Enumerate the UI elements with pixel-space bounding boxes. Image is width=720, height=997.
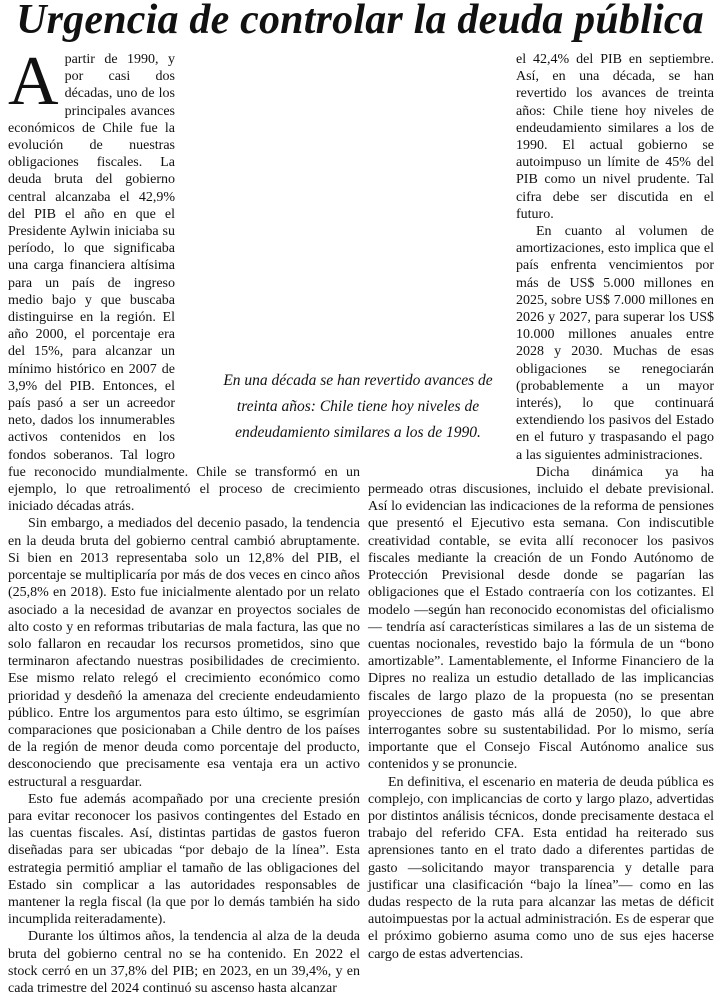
right-column [368,51,714,963]
paragraph: partir de 1990, y por casi dos décadas, uno de los principales avances económicos de Chile fue la evolución de nuestras obligaciones fiscales. La deuda bruta del gobierno central alcanzaba el 42,9% del PIB el año en que el Presidente Aylwin iniciaba su período, lo que significaba una carga financiera altísima para un país de ingreso medio bajo y que buscaba distinguirse en la región. El año 2000, el porcentaje era del 15%, para alcanzar un mínimo histórico en 2007 de 3,9% del PIB. Entonces, el país pasó a ser un acreedor neto, dados los innumerables activos contenidos en los fondos soberanos. Tal logro fue reconocido mundialmente. Chile se transformó en un ejemplo, lo que retroalimentó el proceso de crecimiento iniciado décadas atrás. [8,52,360,515]
pull-quote: En una década se han revertido avances de treinta años: Chile tiene hoy niveles de endeudamiento similares a los de 1990. [223,372,493,441]
paragraph: En cuanto al volumen de amortizaciones, esto implica que el país enfrenta vencimientos por más de US$ 5.000 millones en 2025, sobre US$ 7.000 millones en 2026 y 2027, para superar los US$ 10.000 millones anuales entre 2028 y 2030. Muchas de esas obligaciones se renegociarán (probablemente a un mayor interés), lo que continuará extendiendo los pasivos del Estado en el futuro y traspasando el pago a las siguientes administraciones. [516,224,714,463]
left-column [8,43,360,997]
drop-cap: A [8,43,59,120]
headline: Urgencia de controlar la deuda pública [16,0,704,43]
paragraph: Sin embargo, a mediados del decenio pasado, la tendencia en la deuda bruta del gobierno central cambió abruptamente. Si bien en 2013 representaba solo un 12,8% del PIB, el porcentaje se multiplicaría por más de dos veces en cinco años (25,8% en 2018). Esto fue inicialmente alentado por un relato asociado a la necesidad de avanzar en proyectos sociales de alto costo y en reformas tributarias de mala factura, las que no solo fallaron en recaudar los recursos prometidos, sino que terminaron afectando nuestras posibilidades de crecimiento. Ese mismo relato relegó el crecimiento económico como prioridad y desdeñó la amenaza del creciente endeudamiento público. Entre los argumentos para esto último, se esgrimían comparaciones que posicionaban a Chile dentro de los países de la región de menor deuda como porcentaje del producto, desconociendo que precisamente esa ventaja era un activo estructural a resguardar. [8,516,360,790]
paragraph: el 42,4% del PIB en septiembre. Así, en una década, se han revertido los avances de treinta años: Chile tiene hoy niveles de endeudamiento similares a los de 1990. El actual gobierno se autoimpuso un límite de 45% del PIB como un nivel prudente. Tal cifra debe ser discutida en el futuro. [516,52,714,222]
paragraph: Durante los últimos años, la tendencia al alza de la deuda bruta del gobierno central no se ha contenido. En 2022 el stock cerró en un 37,8% del PIB; en 2023, en un 39,4%, y en cada trimestre del 2024 continuó su ascenso hasta alcanzar [8,929,360,996]
paragraph: En definitiva, el escenario en materia de deuda pública es complejo, con implicancias de corto y largo plazo, advertidas por distintos análisis técnicos, donde precisamente destaca el trabajo del referido CFA. Esta entidad ha reiterado sus aprensiones tanto en el trato dado a diferentes partidas de gasto —solicitando mayor transparencia y detalle para justificar una clasificación “bajo la línea”— como en las dudas respecto de la ruta para alcanzar las metas de déficit autoimpuestas por la actual administración. Es de esperar que el próximo gobierno asuma como uno de sus ejes hacerse cargo de estas advertencias. [368,774,714,962]
paragraph: Dicha dinámica ya ha permeado otras discusiones, incluido el debate previsional. Así lo evidencian las indicaciones de la reforma de pensiones que presentó el Ejecutivo esta semana. Con indiscutible creatividad contable, se evita allí reconocer los pasivos fiscales mediante la creación de un Fondo Autónomo de Protección Previsional desde donde se pagarían las obligaciones que el Estado contraería con los cotizantes. El modelo —según han reconocido economistas del oficialismo— tendría así características similares a las de un sistema de cuentas nocionales, revestido bajo la fórmula de un “bono amortizable”. Lamentablemente, el Informe Financiero de la Dipres no realiza un estudio detallado de las implicancias fiscales de largo plazo de la propuesta (no se presentan proyecciones de gasto más allá de 2050), lo que abre interrogantes sobre su sustentabilidad. Por lo mismo, sería importante que el Consejo Fiscal Autónomo analice sus contenidos y se pronuncie. [368,464,714,773]
paragraph: Esto fue además acompañado por una creciente presión para evitar reconocer los pasivos contingentes del Estado en las cuentas fiscales. Así, distintas partidas de gastos fueron diseñadas para ser ubicadas “por debajo de la línea”. Esta estrategia permitió ampliar el tamaño de las obligaciones del Estado sin complicar a las autoridades responsables de mantener la regla fiscal (la que por lo demás también ha sido incumplida reiteradamente). [8,791,360,928]
